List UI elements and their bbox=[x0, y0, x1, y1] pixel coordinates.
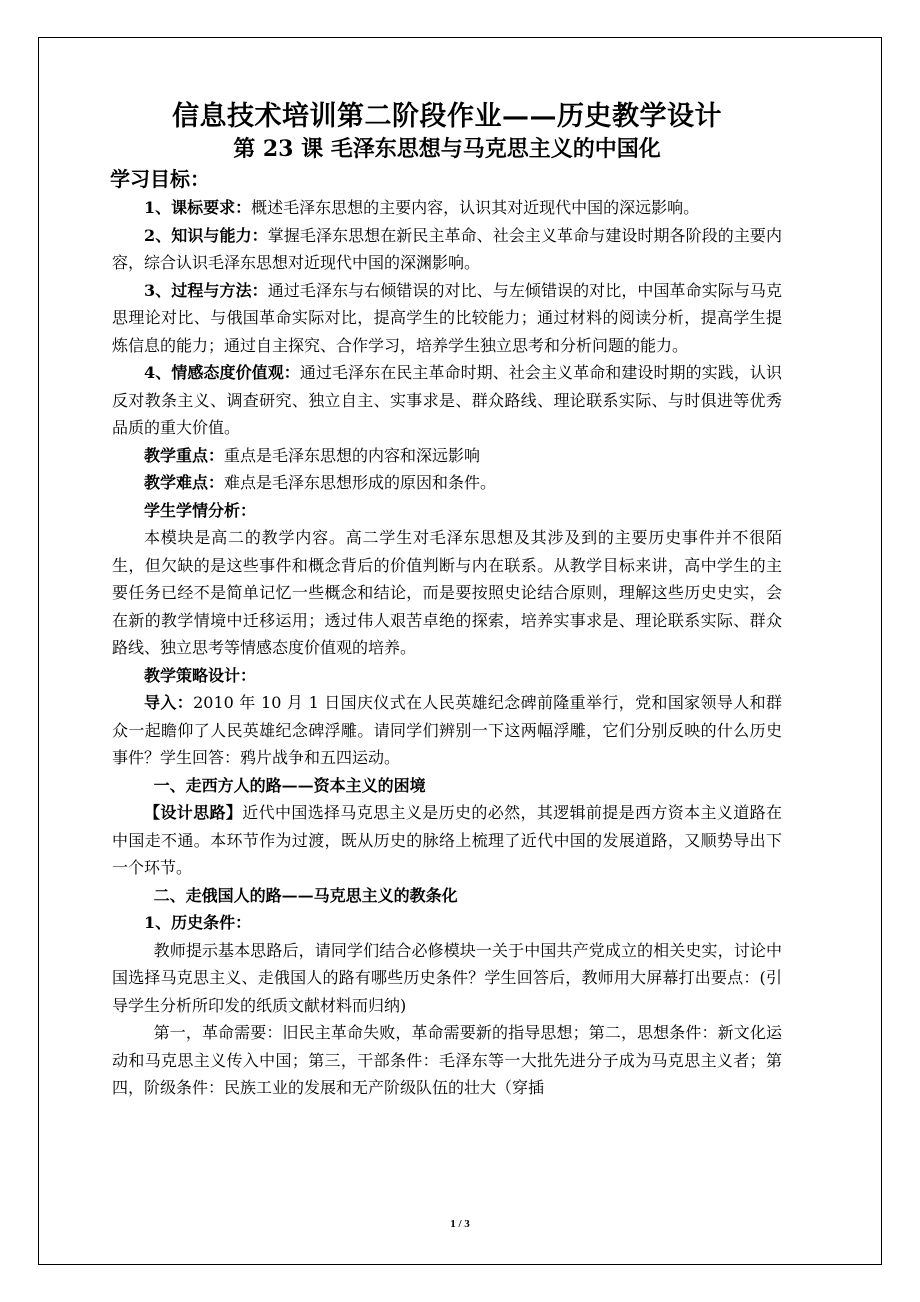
document-title: 信息技术培训第二阶段作业——历史教学设计 bbox=[172, 101, 722, 132]
section-2-title: 二、走俄国人的路——马克思主义的教条化 bbox=[153, 885, 458, 905]
lesson-title: 第 23 课 毛泽东思想与马克思主义的中国化 bbox=[233, 136, 661, 162]
analysis-heading: 学生学情分析： bbox=[144, 500, 257, 520]
section-2-subheading: 1、历史条件： bbox=[144, 913, 252, 932]
strategy-heading: 教学策略设计： bbox=[144, 665, 257, 685]
section-2-paragraph: 教师提示基本思路后，请同学们结合必修模块一关于中国共产党成立的相关史实，讨论中国选择马克思主义、走俄国人的路有哪些历史条件？学生回答后，教师用大屏幕打出要点：(引导学生分析所印发的纸质文献材料而归纳) bbox=[112, 940, 782, 1015]
document-body bbox=[112, 100, 782, 1102]
page-number: 1 / 3 bbox=[450, 1218, 470, 1230]
goal-item: 2、知识与能力：掌握毛泽东思想在新民主革命、社会主义革命与建设时期各阶段的主要内容，综合认识毛泽东思想对近现代中国的深渊影响。 bbox=[112, 225, 782, 272]
section-2-paragraph: 第一，革命需要：旧民主革命失败，革命需要新的指导思想；第二，思想条件：新文化运动和马克思主义传入中国；第三，干部条件：毛泽东等一大批先进分子成为马克思主义者；第四，阶级条件：民族工业的发展和无产阶级队伍的壮大（穿插 bbox=[112, 1023, 782, 1097]
section-1-paragraph: 【设计思路】近代中国选择马克思主义是历史的必然，其逻辑前提是西方资本主义道路在中国走不通。本环节作为过渡，既从历史的脉络上梳理了近代中国的发展道路，又顺势导出下一个环节。 bbox=[112, 803, 782, 877]
analysis-paragraph: 本模块是高二的教学内容。高二学生对毛泽东思想及其涉及到的主要历史事件并不很陌生，但欠缺的是这些事件和概念背后的价值判断与内在联系。从教学目标来讲，高中学生的主要任务已经不是简单记忆一些概念和结论，而是要按照史论结合原则，理解这些历史史实，会在新的教学情境中迁移运用；透过伟人艰苦卓绝的探索，培养实事求是、理论联系实际、群众路线、独立思考等情感态度价值观的培养。 bbox=[112, 528, 782, 657]
section-1-title: 一、走西方人的路——资本主义的困境 bbox=[153, 775, 426, 795]
goals-heading: 学习目标： bbox=[110, 167, 210, 191]
goal-item: 1、课标要求：概述毛泽东思想的主要内容，认识其对近现代中国的深远影响。 bbox=[144, 198, 700, 217]
intro-paragraph: 导入：2010 年 10 月 1 日国庆仪式在人民英雄纪念碑前隆重举行，党和国家领导人和群众一起瞻仰了人民英雄纪念碑浮雕。请同学们辨别一下这两幅浮雕，它们分别反映的什么历史事件？学生回答：鸦片战争和五四运动。 bbox=[112, 693, 782, 767]
key-point: 教学重点：重点是毛泽东思想的内容和深远影响 bbox=[144, 445, 481, 465]
difficult-point: 教学难点：难点是毛泽东思想形成的原因和条件。 bbox=[144, 473, 497, 492]
goal-item: 3、过程与方法：通过毛泽东与右倾错误的对比、与左倾错误的对比，中国革命实际与马克思理论对比、与俄国革命实际对比，提高学生的比较能力；通过材料的阅读分析，提高学生提炼信息的能力；通过自主探究、合作学习，培养学生独立思考和分析问题的能力。 bbox=[112, 280, 782, 355]
goal-item: 4、情感态度价值观：通过毛泽东在民主革命时期、社会主义革命和建设时期的实践，认识反对教条主义、调查研究、独立自主、实事求是、群众路线、理论联系实际、与时俱进等优秀品质的重大价值。 bbox=[112, 363, 782, 437]
